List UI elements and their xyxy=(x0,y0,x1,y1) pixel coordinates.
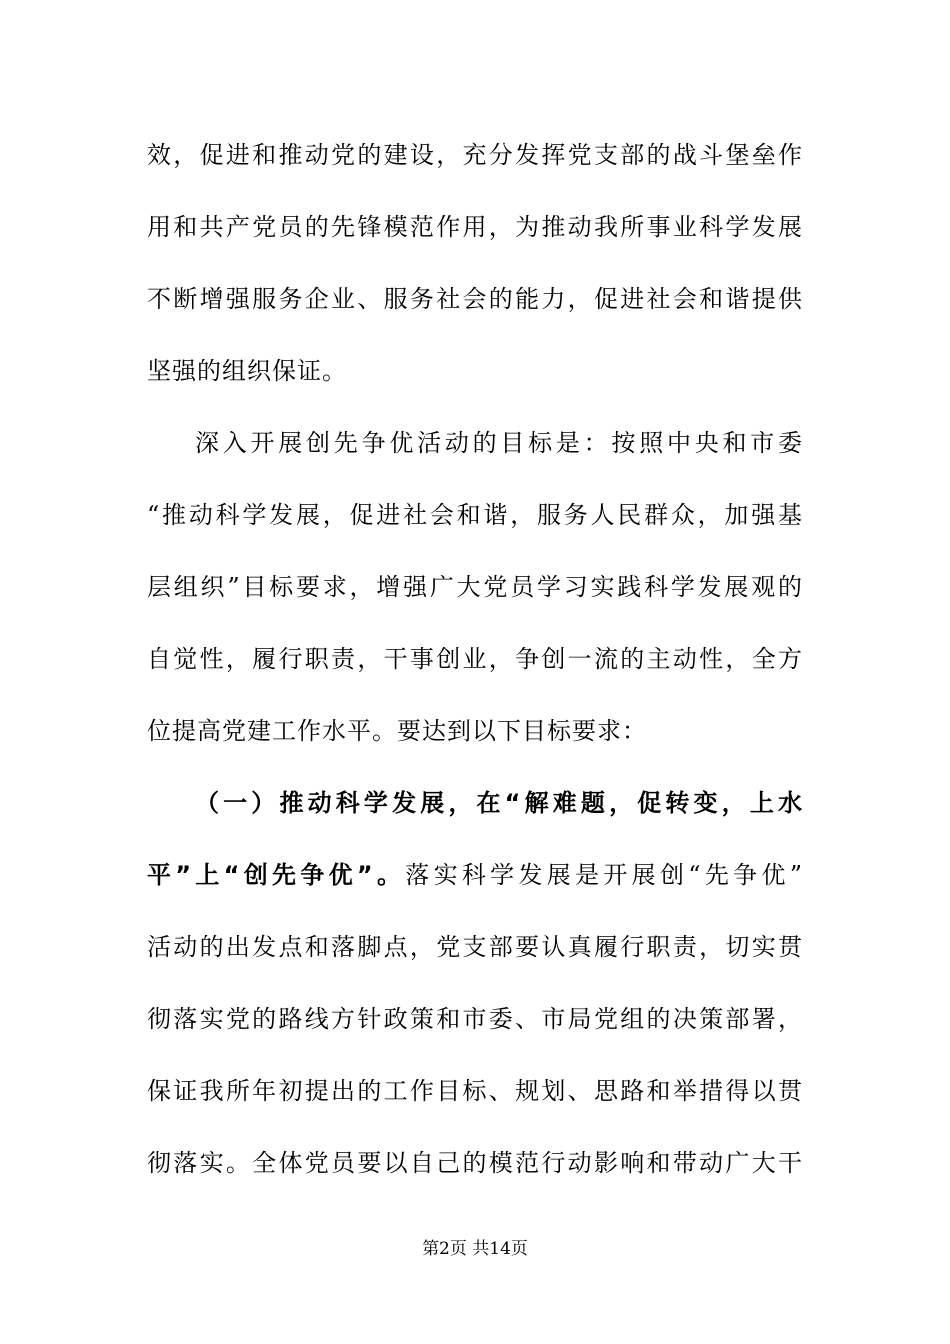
paragraph-1-line-1: 效，促进和推动党的建设，充分发挥党支部的战斗堡垒作 xyxy=(147,141,803,169)
paragraph-2-line-1: 深入开展创先争优活动的目标是：按照中央和市委 xyxy=(195,429,803,457)
paragraph-2-line-5: 位提高党建工作水平。要达到以下目标要求： xyxy=(147,717,647,745)
paragraph-3-line-3: 活动的出发点和落脚点，党支部要认真履行职责，切实贯 xyxy=(147,933,803,961)
paragraph-3-line-5: 保证我所年初提出的工作目标、规划、思路和举措得以贯 xyxy=(147,1077,803,1105)
paragraph-3-line-6: 彻落实。全体党员要以自己的模范行动影响和带动广大干 xyxy=(147,1149,803,1177)
paragraph-2-line-4: 自觉性，履行职责，干事创业，争创一流的主动性，全方 xyxy=(147,645,803,673)
paragraph-2-line-3: 层组织”目标要求，增强广大党员学习实践科学发展观的 xyxy=(147,573,803,601)
paragraph-3-line-4: 彻落实党的路线方针政策和市委、市局党组的决策部署， xyxy=(147,1005,803,1033)
paragraph-1-line-4: 坚强的组织保证。 xyxy=(147,357,347,385)
paragraph-2-line-2: “推动科学发展，促进社会和谐，服务人民群众，加强基 xyxy=(147,501,803,529)
paragraph-1-line-3: 不断增强服务企业、服务社会的能力，促进社会和谐提供 xyxy=(147,285,803,313)
paragraph-3-line-2-rest: 落实科学发展是开展创“先争优” xyxy=(405,861,803,889)
section-heading-line-2: 平”上“创先争优”。 xyxy=(147,861,406,889)
section-heading-line-1: （一）推动科学发展，在“解难题，促转变，上水 xyxy=(195,789,803,817)
paragraph-3-line-2 xyxy=(147,855,803,895)
page-footer: 第2页 共14页 xyxy=(422,1239,528,1259)
paragraph-1-line-2: 用和共产党员的先锋模范作用，为推动我所事业科学发展 xyxy=(147,213,803,241)
